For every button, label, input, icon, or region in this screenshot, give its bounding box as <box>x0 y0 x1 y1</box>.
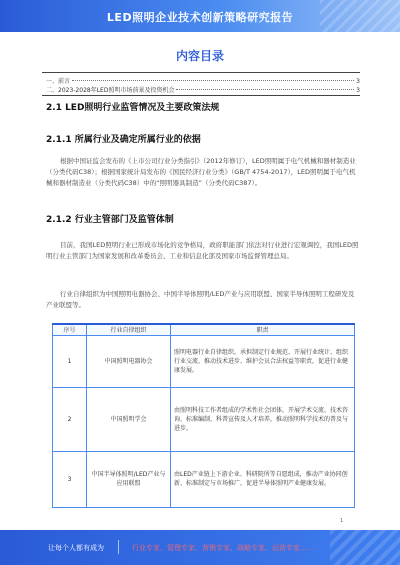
section-heading: 2.1 LED照明行业监管情况及主要政策法规 <box>46 103 220 113</box>
footer-decoration <box>330 530 400 565</box>
org-name: 中国照明电器协会 <box>87 335 171 387</box>
paragraph: 行业自律组织为中国照明电器协会、中国半导体照明/LED产业与应用联盟、国家半导体照明工程研发及产业联盟等。 <box>46 290 355 309</box>
table-header-row <box>53 324 355 335</box>
toc-entry[interactable] <box>46 76 360 85</box>
paragraph: 根据中国证监会发布的《上市公司行业分类指引》（2012年修订），LED照明属于电气机械和器材制造业（分类代码C38）；根据国家统计局发布的《国民经济行业分类》（GB/T 4754-2017），LED照明属于电气机械和器材制造业（分类代码C38）中的“照明器具制造”（分类代码C387）。 <box>46 157 356 187</box>
org-duty: 由照明科技工作者组成的学术性社会团体，开展学术交流、技术咨询、标准编制、科普宣传及人才培养，推动照明科学技术的普及与进步。 <box>171 387 355 451</box>
org-duty: 照明电器行业自律组织，承担制定行业规范、开展行业统计、组织行业交流、推动技术进步、维护会员合法权益等职责，促进行业健康发展。 <box>171 335 355 387</box>
toc-top-rule <box>42 72 360 73</box>
toc-entry[interactable] <box>46 85 360 94</box>
toc-entry-page: 3 <box>356 78 360 85</box>
row-number: 2 <box>53 387 87 451</box>
table-header-cell: 序号 <box>53 324 87 335</box>
toc-entry-page: 3 <box>356 87 360 94</box>
self-regulatory-table <box>52 323 355 508</box>
row-number: 1 <box>53 335 87 387</box>
table-header-cell: 职责 <box>171 324 355 335</box>
table-header-cell: 行业自律组织 <box>87 324 171 335</box>
toc-leader <box>176 89 354 90</box>
subsection-heading: 2.1.2 行业主管部门及监管体制 <box>46 215 174 225</box>
subsection-heading: 2.1.1 所属行业及确定所属行业的依据 <box>46 135 201 145</box>
footer-slogan-roles: 行业专家、管理专家、营销专家、战略专家、运营专家…… <box>132 544 314 552</box>
org-name: 中国照明学会 <box>87 387 171 451</box>
toc-entry-label: 二、2023-2028年LED照明市场前景及投资机会 <box>46 87 175 94</box>
row-number: 3 <box>53 451 87 507</box>
org-name: 中国半导体照明/LED产业与应用联盟 <box>87 451 171 507</box>
toc-entry-label: 一、前言 <box>46 78 71 85</box>
paragraph: 目前，我国LED照明行业已形成市场化的竞争格局，政府职能部门依法对行业进行宏观调控，我国LED照明行业主管部门为国家发展和改革委员会、工业和信息化部及国家市场监督管理总局。 <box>46 241 359 260</box>
toc-bottom-rule <box>42 95 360 96</box>
table-row <box>53 451 355 507</box>
org-duty: 由LED产业链上下游企业、科研院所等自愿组成，推动产业协同创新、标准制定与市场推广，促进半导体照明产业健康发展。 <box>171 451 355 507</box>
table-row <box>53 335 355 387</box>
footer-slogan: 让每个人都有成为 <box>48 544 104 552</box>
report-title: LED照明企业技术创新策略研究报告 <box>106 11 294 24</box>
toc-leader <box>72 80 354 81</box>
table-row <box>53 387 355 451</box>
footer-divider <box>118 540 119 554</box>
page-number: 1 <box>340 518 344 524</box>
toc-title: 内容目录 <box>175 49 224 63</box>
